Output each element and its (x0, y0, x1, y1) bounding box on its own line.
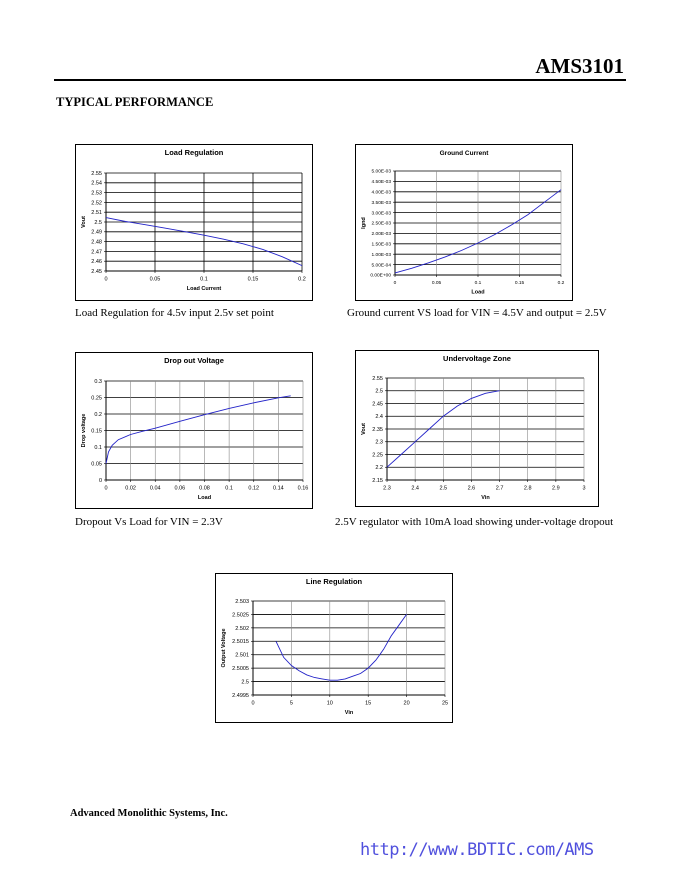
y-tick-label: 2.502 (235, 625, 249, 632)
x-tick-label: 0.1 (474, 280, 482, 286)
x-tick-label: 0.15 (514, 280, 525, 286)
x-tick-label: 0 (393, 280, 397, 286)
x-tick-label: 2.7 (495, 485, 504, 492)
y-tick-label: 3.00E-03 (371, 211, 391, 217)
y-tick-label: 2.4995 (232, 692, 249, 699)
x-tick-label: 0 (251, 700, 255, 707)
x-tick-label: 5 (289, 700, 293, 707)
chart-frame (76, 145, 313, 301)
y-tick-label: 2.49 (91, 229, 102, 236)
y-tick-label: 0.00E+00 (370, 273, 391, 279)
x-tick-label: 0 (104, 485, 108, 492)
y-tick-label: 0.15 (91, 428, 102, 435)
x-tick-label: 15 (365, 700, 372, 707)
y-tick-label: 0.25 (91, 395, 102, 402)
x-axis-label: Vin (344, 710, 354, 716)
x-tick-label: 0.16 (297, 485, 309, 492)
footer-url[interactable]: http://www.BDTIC.com/AMS (360, 840, 594, 860)
company-name: Advanced Monolithic Systems, Inc. (70, 808, 228, 819)
caption-ground-current: Ground current VS load for VIN = 4.5V and output = 2.5V (347, 307, 607, 319)
x-tick-label: 0 (104, 276, 108, 283)
caption-undervoltage: 2.5V regulator with 10mA load showing under-voltage dropout (335, 516, 614, 528)
chart-title: Line Regulation (305, 577, 363, 586)
x-tick-label: 0.15 (247, 276, 259, 283)
y-tick-label: 2.4 (375, 414, 383, 421)
x-axis-label: Load Current (186, 286, 222, 292)
x-tick-label: 0.1 (225, 485, 233, 492)
x-tick-label: 0.2 (557, 280, 565, 286)
x-tick-label: 0.08 (199, 485, 210, 492)
ground-current-chart (355, 144, 573, 301)
y-tick-label: 2.5005 (232, 666, 249, 673)
chart-frame (356, 351, 599, 507)
y-tick-label: 2.3 (375, 439, 383, 446)
y-tick-label: 0.3 (94, 378, 102, 385)
x-tick-label: 2.6 (467, 485, 476, 492)
x-tick-label: 10 (326, 700, 333, 707)
x-tick-label: 2.8 (523, 485, 532, 492)
x-tick-label: 25 (441, 700, 449, 707)
y-tick-label: 2.15 (372, 477, 383, 484)
y-tick-label: 2.5 (94, 219, 102, 226)
undervoltage-zone-chart (355, 350, 599, 507)
section-title: TYPICAL PERFORMANCE (56, 95, 214, 109)
header-rule (54, 79, 626, 81)
x-tick-label: 0.05 (149, 276, 161, 283)
y-tick-label: 2.25 (372, 452, 383, 459)
y-tick-label: 0.05 (91, 461, 102, 468)
y-tick-label: 2.5 (241, 679, 249, 686)
y-tick-label: 2.47 (91, 249, 102, 256)
y-axis-label: Drop voltage (81, 413, 87, 448)
y-tick-label: 5.00E-04 (371, 263, 391, 269)
y-axis-label: Vout (361, 423, 367, 435)
y-tick-label: 2.00E-03 (371, 232, 391, 238)
y-tick-label: 2.45 (91, 268, 102, 275)
y-tick-label: 0 (98, 477, 102, 484)
caption-dropout: Dropout Vs Load for VIN = 2.3V (75, 516, 223, 528)
x-tick-label: 0.1 (200, 276, 208, 283)
line-regulation-chart (215, 573, 453, 723)
y-tick-label: 5.00E-03 (371, 169, 391, 175)
y-tick-label: 4.00E-03 (371, 190, 391, 196)
y-tick-label: 2.55 (372, 375, 383, 382)
x-tick-label: 0.05 (431, 280, 442, 286)
y-tick-label: 2.48 (91, 239, 102, 246)
y-tick-label: 2.55 (91, 170, 102, 177)
y-tick-label: 2.5 (375, 388, 383, 395)
y-tick-label: 2.52 (91, 200, 102, 207)
y-tick-label: 2.2 (375, 465, 383, 472)
y-tick-label: 2.5015 (232, 639, 249, 646)
y-axis-label: Ignd (361, 217, 367, 229)
y-tick-label: 2.53 (91, 190, 102, 197)
x-tick-label: 0.2 (298, 276, 306, 283)
x-axis-label: Load (197, 495, 212, 501)
y-tick-label: 2.35 (372, 426, 383, 433)
y-tick-label: 2.5025 (232, 612, 249, 619)
y-tick-label: 2.45 (372, 401, 383, 408)
x-tick-label: 3 (582, 485, 586, 492)
load-regulation-chart (75, 144, 313, 301)
y-tick-label: 4.50E-03 (371, 180, 391, 186)
y-tick-label: 2.50E-03 (371, 221, 391, 227)
part-number: AMS3101 (535, 54, 624, 78)
y-axis-label: Vout (81, 216, 87, 228)
x-tick-label: 2.9 (552, 485, 560, 492)
x-tick-label: 0.14 (273, 485, 284, 492)
chart-title: Load Regulation (164, 148, 224, 157)
y-tick-label: 0.1 (94, 444, 102, 451)
y-tick-label: 2.54 (91, 180, 102, 187)
y-tick-label: 2.501 (235, 652, 249, 659)
x-axis-label: Vin (481, 495, 490, 501)
dropout-voltage-chart (75, 352, 313, 509)
x-tick-label: 0.06 (174, 485, 186, 492)
x-tick-label: 0.02 (125, 485, 136, 492)
y-tick-label: 1.50E-03 (371, 242, 391, 248)
y-tick-label: 2.51 (91, 210, 102, 217)
y-axis-label: Output Voltage (221, 628, 227, 668)
x-tick-label: 20 (403, 700, 410, 707)
y-tick-label: 2.46 (91, 259, 102, 266)
x-tick-label: 2.5 (439, 485, 448, 492)
chart-title: Ground Current (439, 150, 489, 157)
y-tick-label: 3.50E-03 (371, 200, 391, 206)
x-tick-label: 0.12 (248, 485, 260, 492)
x-tick-label: 2.3 (383, 485, 391, 492)
y-tick-label: 2.503 (235, 598, 249, 605)
x-tick-label: 2.4 (411, 485, 419, 492)
x-axis-label: Load (471, 289, 485, 296)
caption-load-regulation: Load Regulation for 4.5v input 2.5v set point (75, 307, 274, 319)
x-tick-label: 0.04 (149, 485, 161, 492)
y-tick-label: 0.2 (94, 411, 102, 418)
chart-title: Undervoltage Zone (443, 354, 511, 363)
y-tick-label: 1.00E-03 (371, 252, 391, 258)
chart-title: Drop out Voltage (164, 356, 224, 365)
